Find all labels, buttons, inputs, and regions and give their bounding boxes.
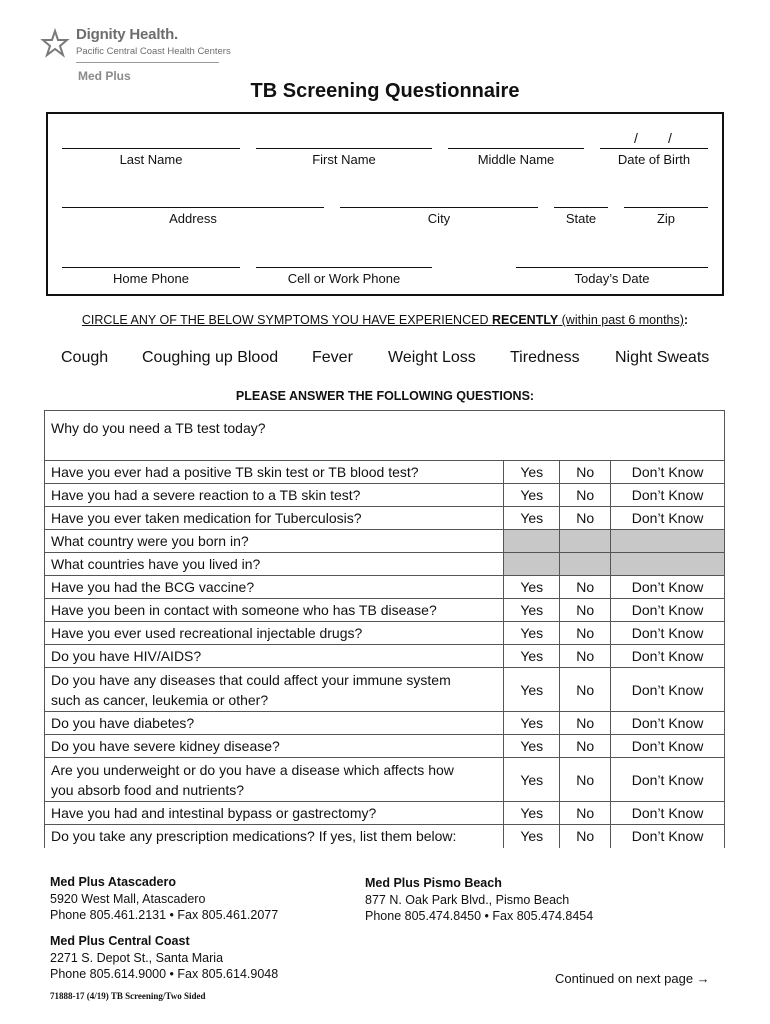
table-row bbox=[45, 530, 725, 553]
answer-dont-know[interactable]: Don’t Know bbox=[611, 735, 725, 758]
symptom-coughing-blood[interactable]: Coughing up Blood bbox=[142, 349, 279, 366]
question-text: Do you have diabetes? bbox=[45, 712, 504, 735]
location-phone: Phone 805.614.9000 • Fax 805.614.9048 bbox=[50, 967, 279, 981]
cell-phone-label: Cell or Work Phone bbox=[287, 271, 401, 286]
answer-no[interactable]: No bbox=[560, 825, 611, 848]
table-row bbox=[45, 553, 725, 576]
answer-dont-know[interactable]: Don’t Know bbox=[611, 599, 725, 622]
instruction-colon: : bbox=[683, 313, 689, 327]
page-title: TB Screening Questionnaire bbox=[250, 80, 520, 102]
answer-no[interactable]: No bbox=[560, 802, 611, 825]
dob-field[interactable] bbox=[600, 148, 708, 149]
location-address: 877 N. Oak Park Blvd., Pismo Beach bbox=[365, 892, 570, 907]
location-address: 5920 West Mall, Atascadero bbox=[50, 891, 206, 906]
brand-subtitle: Pacific Central Coast Health Centers bbox=[76, 46, 231, 57]
answer-no[interactable]: No bbox=[560, 507, 611, 530]
first-name-field[interactable] bbox=[256, 148, 432, 149]
answer-yes[interactable]: Yes bbox=[504, 758, 560, 802]
table-row bbox=[45, 735, 725, 758]
question-text: Have you had and intestinal bypass or gastrectomy? bbox=[45, 802, 504, 825]
answer-yes[interactable]: Yes bbox=[504, 507, 560, 530]
table-row bbox=[45, 411, 725, 461]
instruction-emphasis: RECENTLY bbox=[491, 313, 559, 327]
table-row bbox=[45, 599, 725, 622]
table-row bbox=[45, 668, 725, 712]
form-number: 71888-17 (4/19) TB Screening/Two Sided bbox=[50, 991, 206, 1001]
answer-no[interactable]: No bbox=[560, 576, 611, 599]
answer-no[interactable]: No bbox=[560, 622, 611, 645]
symptom-fever[interactable]: Fever bbox=[312, 349, 353, 366]
question-text bbox=[45, 668, 504, 712]
question-text: Have you ever taken medication for Tuberculosis? bbox=[45, 507, 504, 530]
answer-dont-know[interactable]: Don’t Know bbox=[611, 461, 725, 484]
answer-no[interactable]: No bbox=[560, 758, 611, 802]
location-central-coast bbox=[50, 933, 278, 983]
answer-no[interactable]: No bbox=[560, 599, 611, 622]
shaded-cell bbox=[611, 553, 725, 576]
shaded-cell bbox=[504, 553, 560, 576]
symptoms-instruction bbox=[0, 313, 770, 327]
answer-no[interactable]: No bbox=[560, 484, 611, 507]
instruction-text-end: (within past 6 months) bbox=[558, 313, 684, 327]
question-text: What countries have you lived in? bbox=[45, 553, 504, 576]
middle-name-label: Middle Name bbox=[477, 152, 555, 167]
dob-slash: / bbox=[634, 130, 638, 146]
answer-no[interactable]: No bbox=[560, 735, 611, 758]
answer-dont-know[interactable]: Don’t Know bbox=[611, 758, 725, 802]
answer-dont-know[interactable]: Don’t Know bbox=[611, 484, 725, 507]
question-text: Have you ever used recreational injectable drugs? bbox=[45, 622, 504, 645]
location-name: Med Plus Atascadero bbox=[50, 875, 176, 889]
table-row bbox=[45, 484, 725, 507]
question-line: Are you underweight or do you have a disease which affects how bbox=[51, 761, 454, 778]
location-atascadero bbox=[50, 874, 278, 924]
table-row bbox=[45, 622, 725, 645]
answer-dont-know[interactable]: Don’t Know bbox=[611, 507, 725, 530]
address-field[interactable] bbox=[62, 207, 324, 208]
answer-yes[interactable]: Yes bbox=[504, 668, 560, 712]
brand-name: Dignity Health. bbox=[76, 26, 179, 43]
question-line: Do you have any diseases that could affect your immune system bbox=[51, 671, 451, 688]
question-text bbox=[45, 758, 504, 802]
dob-slash: / bbox=[668, 130, 672, 146]
answer-yes[interactable]: Yes bbox=[504, 599, 560, 622]
question-text: Have you been in contact with someone who has TB disease? bbox=[45, 599, 504, 622]
table-row bbox=[45, 461, 725, 484]
table-row bbox=[45, 802, 725, 825]
shaded-cell bbox=[504, 530, 560, 553]
table-row bbox=[45, 645, 725, 668]
question-text: Have you had the BCG vaccine? bbox=[45, 576, 504, 599]
middle-name-field[interactable] bbox=[448, 148, 584, 149]
symptom-weight-loss[interactable]: Weight Loss bbox=[388, 349, 476, 366]
table-row bbox=[45, 825, 725, 848]
question-text: Do you have HIV/AIDS? bbox=[45, 645, 504, 668]
shaded-cell bbox=[560, 530, 611, 553]
answer-yes[interactable]: Yes bbox=[504, 712, 560, 735]
answer-no[interactable]: No bbox=[560, 712, 611, 735]
todays-date-label: Today’s Date bbox=[574, 271, 650, 286]
instruction-text: CIRCLE ANY OF THE BELOW SYMPTOMS YOU HAVE EXPERIENCED bbox=[81, 313, 492, 327]
last-name-label: Last Name bbox=[119, 152, 183, 167]
question-text: Have you had a severe reaction to a TB skin test? bbox=[45, 484, 504, 507]
question-line: such as cancer, leukemia or other? bbox=[51, 691, 269, 708]
question-line: you absorb food and nutrients? bbox=[51, 781, 245, 798]
answer-yes[interactable]: Yes bbox=[504, 622, 560, 645]
answer-yes[interactable]: Yes bbox=[504, 576, 560, 599]
question-text: What country were you born in? bbox=[45, 530, 504, 553]
answer-dont-know[interactable]: Don’t Know bbox=[611, 622, 725, 645]
home-phone-field[interactable] bbox=[62, 267, 240, 268]
state-field[interactable] bbox=[554, 207, 608, 208]
location-name: Med Plus Pismo Beach bbox=[365, 876, 502, 890]
table-row bbox=[45, 758, 725, 802]
answer-no[interactable]: No bbox=[560, 461, 611, 484]
symptom-cough[interactable]: Cough bbox=[61, 349, 109, 366]
answer-dont-know[interactable]: Don’t Know bbox=[611, 712, 725, 735]
city-label: City bbox=[427, 211, 451, 226]
question-why[interactable]: Why do you need a TB test today? bbox=[45, 411, 725, 461]
symptom-night-sweats[interactable]: Night Sweats bbox=[615, 349, 710, 366]
answer-dont-know[interactable]: Don’t Know bbox=[611, 668, 725, 712]
zip-field[interactable] bbox=[624, 207, 708, 208]
answer-no[interactable]: No bbox=[560, 668, 611, 712]
location-pismo-beach bbox=[365, 875, 593, 925]
address-label: Address bbox=[169, 211, 217, 226]
answer-dont-know[interactable]: Don’t Know bbox=[611, 576, 725, 599]
first-name-label: First Name bbox=[312, 152, 376, 167]
continued-note: Continued on next page → bbox=[555, 971, 710, 986]
location-phone: Phone 805.474.8450 • Fax 805.474.8454 bbox=[365, 909, 594, 923]
home-phone-label: Home Phone bbox=[113, 271, 189, 286]
dob-label: Date of Birth bbox=[617, 152, 691, 167]
answer-yes[interactable]: Yes bbox=[504, 484, 560, 507]
dignity-health-star-icon bbox=[40, 28, 70, 58]
symptom-tiredness[interactable]: Tiredness bbox=[510, 349, 580, 366]
question-text: Do you have severe kidney disease? bbox=[45, 735, 504, 758]
answer-yes[interactable]: Yes bbox=[504, 461, 560, 484]
shaded-cell bbox=[611, 530, 725, 553]
last-name-field[interactable] bbox=[62, 148, 240, 149]
logo bbox=[40, 26, 230, 86]
answer-dont-know[interactable]: Don’t Know bbox=[611, 645, 725, 668]
questions-table bbox=[44, 410, 725, 848]
questions-heading: PLEASE ANSWER THE FOLLOWING QUESTIONS: bbox=[235, 389, 535, 403]
answer-yes[interactable]: Yes bbox=[504, 825, 560, 848]
division-name: Med Plus bbox=[78, 69, 131, 83]
todays-date-field[interactable] bbox=[516, 267, 708, 268]
answer-dont-know[interactable]: Don’t Know bbox=[611, 825, 725, 848]
answer-no[interactable]: No bbox=[560, 645, 611, 668]
table-row bbox=[45, 712, 725, 735]
table-row bbox=[45, 576, 725, 599]
shaded-cell bbox=[560, 553, 611, 576]
location-address: 2271 S. Depot St., Santa Maria bbox=[50, 950, 224, 965]
location-name: Med Plus Central Coast bbox=[50, 934, 190, 948]
cell-phone-field[interactable] bbox=[256, 267, 432, 268]
question-text: Have you ever had a positive TB skin test or TB blood test? bbox=[45, 461, 504, 484]
zip-label: Zip bbox=[656, 211, 676, 226]
answer-yes[interactable]: Yes bbox=[504, 735, 560, 758]
answer-yes[interactable]: Yes bbox=[504, 645, 560, 668]
answer-yes[interactable]: Yes bbox=[504, 802, 560, 825]
question-text: Do you take any prescription medications? If yes, list them below: bbox=[45, 825, 504, 848]
logo-divider bbox=[76, 62, 219, 63]
patient-info-box bbox=[46, 112, 724, 296]
answer-dont-know[interactable]: Don’t Know bbox=[611, 802, 725, 825]
location-phone: Phone 805.461.2131 • Fax 805.461.2077 bbox=[50, 908, 279, 922]
state-label: State bbox=[565, 211, 597, 226]
city-field[interactable] bbox=[340, 207, 538, 208]
table-row bbox=[45, 507, 725, 530]
